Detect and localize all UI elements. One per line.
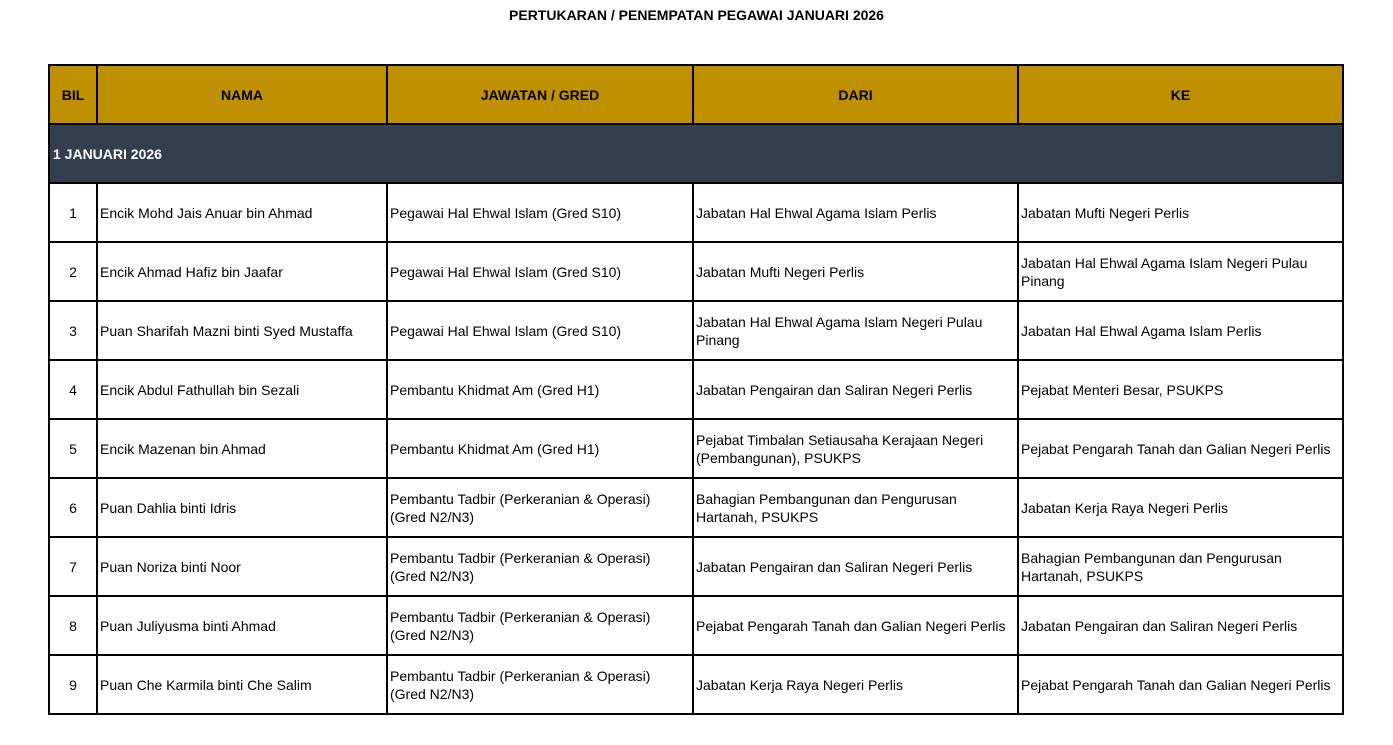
cell-nama: Puan Dahlia binti Idris bbox=[97, 478, 387, 537]
header-nama: NAMA bbox=[97, 65, 387, 124]
cell-dari: Bahagian Pembangunan dan Pengurusan Hartanah, PSUKPS bbox=[693, 478, 1018, 537]
table-row bbox=[49, 537, 1343, 596]
cell-dari: Jabatan Pengairan dan Saliran Negeri Perlis bbox=[693, 360, 1018, 419]
header-dari: DARI bbox=[693, 65, 1018, 124]
cell-jawatan: Pembantu Tadbir (Perkeranian & Operasi) (Gred N2/N3) bbox=[387, 478, 693, 537]
cell-jawatan: Pegawai Hal Ehwal Islam (Gred S10) bbox=[387, 242, 693, 301]
table-row bbox=[49, 360, 1343, 419]
cell-ke: Bahagian Pembangunan dan Pengurusan Hartanah, PSUKPS bbox=[1018, 537, 1343, 596]
cell-dari: Jabatan Hal Ehwal Agama Islam Perlis bbox=[693, 183, 1018, 242]
cell-jawatan: Pembantu Tadbir (Perkeranian & Operasi) (Gred N2/N3) bbox=[387, 596, 693, 655]
cell-bil: 1 bbox=[49, 183, 97, 242]
cell-jawatan: Pembantu Khidmat Am (Gred H1) bbox=[387, 419, 693, 478]
header-bil: BIL bbox=[49, 65, 97, 124]
cell-ke: Pejabat Pengarah Tanah dan Galian Negeri Perlis bbox=[1018, 655, 1343, 714]
table-row bbox=[49, 183, 1343, 242]
cell-bil: 8 bbox=[49, 596, 97, 655]
cell-ke: Jabatan Hal Ehwal Agama Islam Negeri Pulau Pinang bbox=[1018, 242, 1343, 301]
cell-ke: Jabatan Hal Ehwal Agama Islam Perlis bbox=[1018, 301, 1343, 360]
cell-bil: 6 bbox=[49, 478, 97, 537]
cell-bil: 2 bbox=[49, 242, 97, 301]
section-row bbox=[49, 124, 1343, 183]
table-row bbox=[49, 419, 1343, 478]
cell-dari: Jabatan Hal Ehwal Agama Islam Negeri Pulau Pinang bbox=[693, 301, 1018, 360]
cell-nama: Encik Abdul Fathullah bin Sezali bbox=[97, 360, 387, 419]
table-row bbox=[49, 301, 1343, 360]
cell-jawatan: Pembantu Tadbir (Perkeranian & Operasi) (Gred N2/N3) bbox=[387, 655, 693, 714]
cell-jawatan: Pembantu Tadbir (Perkeranian & Operasi) (Gred N2/N3) bbox=[387, 537, 693, 596]
header-jawatan: JAWATAN / GRED bbox=[387, 65, 693, 124]
cell-jawatan: Pegawai Hal Ehwal Islam (Gred S10) bbox=[387, 301, 693, 360]
table-row bbox=[49, 478, 1343, 537]
cell-bil: 7 bbox=[49, 537, 97, 596]
cell-ke: Jabatan Kerja Raya Negeri Perlis bbox=[1018, 478, 1343, 537]
cell-dari: Pejabat Pengarah Tanah dan Galian Negeri Perlis bbox=[693, 596, 1018, 655]
cell-nama: Puan Che Karmila binti Che Salim bbox=[97, 655, 387, 714]
transfer-table bbox=[48, 64, 1344, 715]
cell-ke: Pejabat Pengarah Tanah dan Galian Negeri Perlis bbox=[1018, 419, 1343, 478]
cell-bil: 3 bbox=[49, 301, 97, 360]
document-title: PERTUKARAN / PENEMPATAN PEGAWAI JANUARI 2026 bbox=[509, 7, 884, 23]
cell-bil: 4 bbox=[49, 360, 97, 419]
cell-dari: Jabatan Kerja Raya Negeri Perlis bbox=[693, 655, 1018, 714]
cell-jawatan: Pembantu Khidmat Am (Gred H1) bbox=[387, 360, 693, 419]
cell-nama: Puan Sharifah Mazni binti Syed Mustaffa bbox=[97, 301, 387, 360]
table-row bbox=[49, 655, 1343, 714]
cell-ke: Pejabat Menteri Besar, PSUKPS bbox=[1018, 360, 1343, 419]
cell-nama: Puan Juliyusma binti Ahmad bbox=[97, 596, 387, 655]
cell-nama: Encik Mohd Jais Anuar bin Ahmad bbox=[97, 183, 387, 242]
section-label: 1 JANUARI 2026 bbox=[49, 124, 1343, 183]
cell-dari: Pejabat Timbalan Setiausaha Kerajaan Negeri (Pembangunan), PSUKPS bbox=[693, 419, 1018, 478]
cell-bil: 5 bbox=[49, 419, 97, 478]
table-row bbox=[49, 596, 1343, 655]
cell-jawatan: Pegawai Hal Ehwal Islam (Gred S10) bbox=[387, 183, 693, 242]
table-row bbox=[49, 242, 1343, 301]
header-ke: KE bbox=[1018, 65, 1343, 124]
cell-nama: Puan Noriza binti Noor bbox=[97, 537, 387, 596]
cell-nama: Encik Mazenan bin Ahmad bbox=[97, 419, 387, 478]
cell-nama: Encik Ahmad Hafiz bin Jaafar bbox=[97, 242, 387, 301]
cell-ke: Jabatan Pengairan dan Saliran Negeri Perlis bbox=[1018, 596, 1343, 655]
cell-dari: Jabatan Mufti Negeri Perlis bbox=[693, 242, 1018, 301]
header-row bbox=[49, 65, 1343, 124]
cell-ke: Jabatan Mufti Negeri Perlis bbox=[1018, 183, 1343, 242]
cell-bil: 9 bbox=[49, 655, 97, 714]
cell-dari: Jabatan Pengairan dan Saliran Negeri Perlis bbox=[693, 537, 1018, 596]
